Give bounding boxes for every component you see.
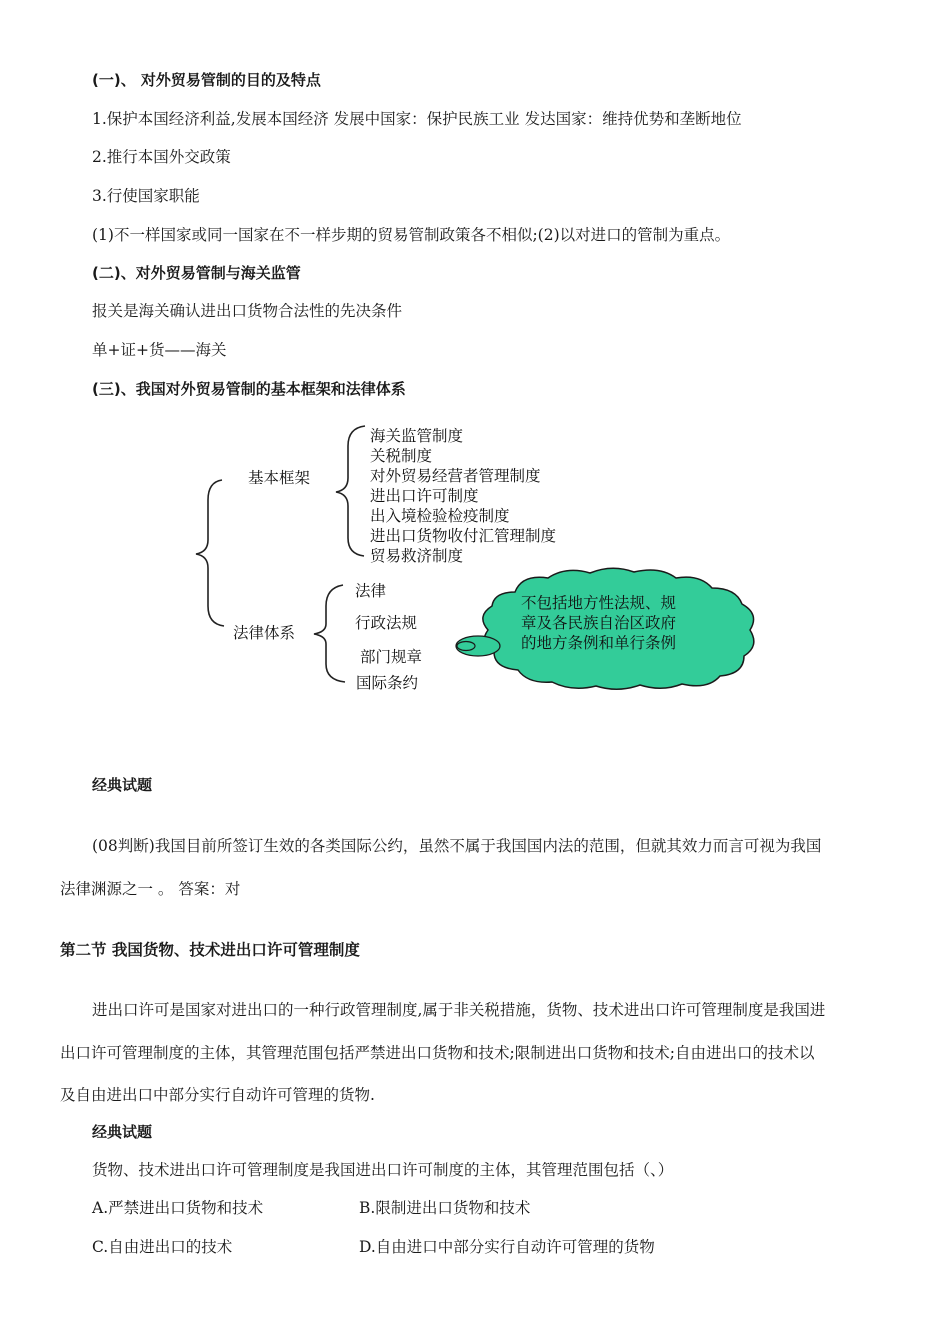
classic-question-heading-2: 经典试题 xyxy=(92,1123,153,1141)
section-heading-1: (一)、 对外贸易管制的目的及特点 xyxy=(92,71,321,89)
callout-line: 不包括地方性法规、规 xyxy=(521,594,677,612)
question-1-line-1: (08判断)我国目前所签订生效的各类国际公约，虽然不属于我国国内法的范围，但就其效力而言可视为我国 xyxy=(92,837,822,855)
legal-brace xyxy=(314,585,345,682)
purpose-item-2: 2.推行本国外交政策 xyxy=(92,148,231,166)
question-2-stem: 货物、技术进出口许可管理制度是我国进出口许可制度的主体，其管理范围包括（、） xyxy=(92,1161,674,1179)
option-b: B.限制进出口货物和技术 xyxy=(359,1199,531,1217)
legal-label: 法律体系 xyxy=(233,624,296,642)
license-paragraph-line-1: 进出口许可是国家对进出口的一种行政管理制度,属于非关税措施，货物、技术进出口许可管理制度是我国进 xyxy=(92,1001,826,1019)
license-paragraph-line-2: 出口许可管理制度的主体，其管理范围包括严禁进出口货物和技术;限制进出口货物和技术;自由进出口的技术以 xyxy=(60,1044,815,1062)
framework-item: 关税制度 xyxy=(370,447,433,465)
license-paragraph-line-3: 及自由进出口中部分实行自动许可管理的货物. xyxy=(60,1086,375,1104)
framework-item: 贸易救济制度 xyxy=(370,547,464,565)
framework-item: 出入境检验检疫制度 xyxy=(370,507,510,525)
section-heading-3: (三)、我国对外贸易管制的基本框架和法律体系 xyxy=(92,380,406,398)
customs-line-2: 单+证+货——海关 xyxy=(92,341,227,359)
framework-item: 进出口货物收付汇管理制度 xyxy=(370,527,557,545)
callout-line: 章及各民族自治区政府 xyxy=(521,614,677,632)
section-2-heading: 第二节 我国货物、技术进出口许可管理制度 xyxy=(60,941,360,959)
option-d: D.自由进口中部分实行自动许可管理的货物 xyxy=(359,1238,655,1256)
callout-line: 的地方条例和单行条例 xyxy=(521,634,677,652)
classic-question-heading-1: 经典试题 xyxy=(92,776,153,794)
framework-label: 基本框架 xyxy=(248,469,311,487)
customs-line-1: 报关是海关确认进出口货物合法性的先决条件 xyxy=(92,302,403,320)
framework-brace xyxy=(336,426,365,556)
option-a: A.严禁进出口货物和技术 xyxy=(92,1199,264,1217)
purpose-item-1: 1.保护本国经济利益,发展本国经济 发展中国家：保护民族工业 发达国家：维持优势和垄断地位 xyxy=(92,110,742,128)
legal-item: 国际条约 xyxy=(356,674,419,692)
framework-item: 对外贸易经营者管理制度 xyxy=(370,467,541,485)
features-line: (1)不一样国家或同一国家在不一样步期的贸易管制政策各不相似;(2)以对进口的管制为重点。 xyxy=(92,226,731,244)
legal-item: 法律 xyxy=(355,582,387,600)
option-c: C.自由进出口的技术 xyxy=(92,1238,233,1256)
framework-item: 进出口许可制度 xyxy=(370,487,479,505)
main-brace xyxy=(196,480,224,626)
legal-item: 部门规章 xyxy=(360,648,423,666)
section-heading-2: (二)、对外贸易管制与海关监管 xyxy=(92,264,301,282)
legal-item: 行政法规 xyxy=(355,614,418,632)
question-1-line-2: 法律渊源之一 。 答案：对 xyxy=(60,880,241,898)
framework-item: 海关监管制度 xyxy=(370,427,464,445)
purpose-item-3: 3.行使国家职能 xyxy=(92,187,200,205)
